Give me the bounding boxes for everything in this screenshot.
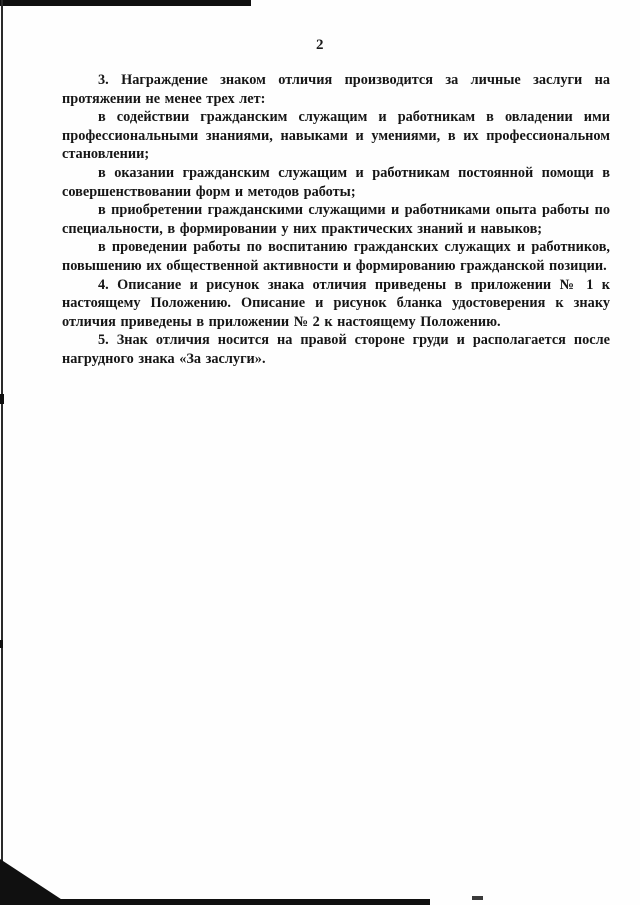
document-body-text [62, 71, 610, 369]
paragraph-item-3: 3. Награждение знаком отличия производится за личные заслуги на протяжении не менее трех лет: [62, 72, 610, 107]
page-number: 2 [316, 37, 324, 53]
paragraph-item-4: 4. Описание и рисунок знака отличия приведены в приложении № 1 к настоящему Положению. Описание и рисунок бланка удостоверения к знаку отличия приведены в приложении № 2 к настоящему Положению. [62, 276, 610, 330]
paragraph-subitem-education: в проведении работы по воспитанию гражданских служащих и работников, повышению их общественной активности и формированию гражданской позиции. [62, 239, 610, 274]
scan-artifact-left-tick [0, 394, 4, 404]
scan-artifact-bottom-bar [0, 899, 430, 905]
scan-artifact-bottom-mark [472, 896, 483, 900]
paragraph-item-5: 5. Знак отличия носится на правой стороне груди и располагается после нагрудного знака «За заслуги». [62, 332, 610, 367]
paragraph-subitem-assistance: в содействии гражданским служащим и работникам в овладении ими профессиональными знаниями, навыками и умениями, в их профессиональном становлении; [62, 109, 610, 163]
scan-artifact-left-edge-line [1, 0, 3, 905]
paragraph-subitem-experience: в приобретении гражданскими служащими и работниками опыта работы по специальности, в формировании у них практических знаний и навыков; [62, 202, 610, 237]
scan-artifact-top-bar [0, 0, 251, 6]
paragraph-subitem-help: в оказании гражданским служащим и работникам постоянной помощи в совершенствовании форм и методов работы; [62, 164, 610, 200]
scan-artifact-left-tick [0, 640, 3, 648]
